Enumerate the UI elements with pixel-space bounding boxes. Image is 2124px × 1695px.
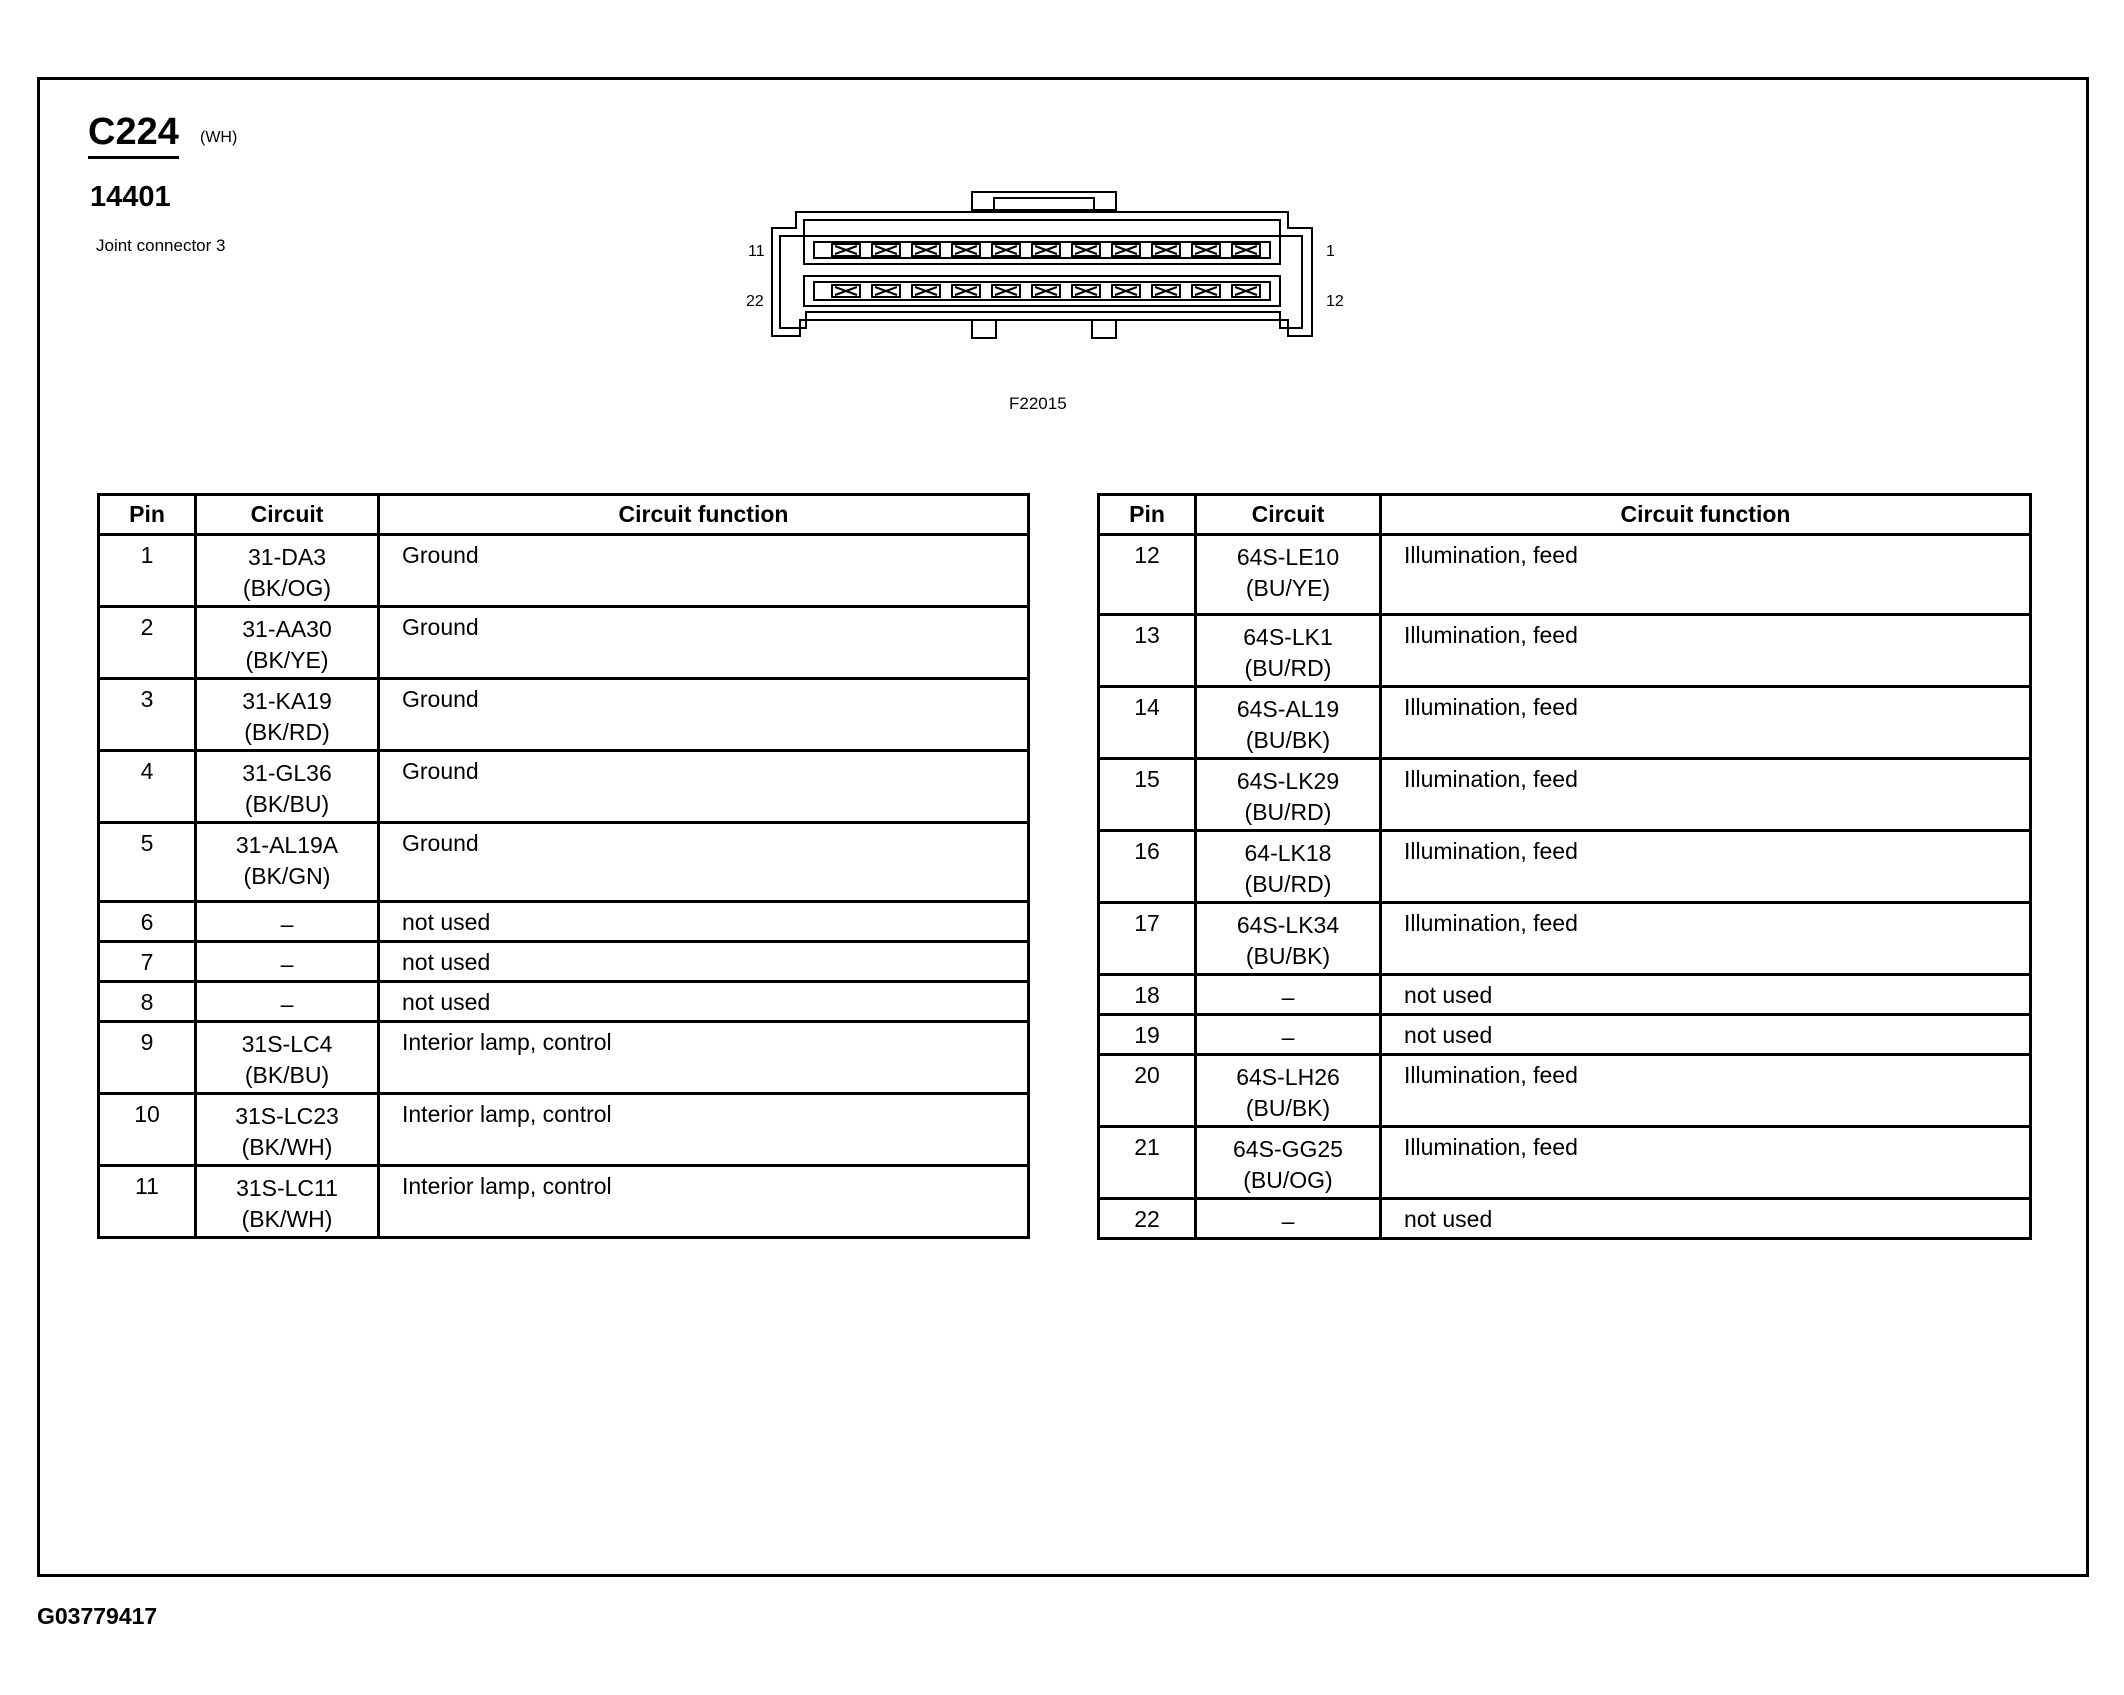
wire-color: (BK/WH)	[241, 1206, 333, 1232]
circuit-function: Illumination, feed	[1381, 903, 2031, 975]
circuit-function: not used	[379, 942, 1029, 982]
pin-number: 4	[99, 751, 196, 823]
circuit-id: 64S-LK34	[1236, 912, 1340, 938]
circuit-function: not used	[379, 982, 1029, 1022]
pin-number: 22	[1099, 1199, 1196, 1239]
circuit-cell	[1196, 535, 1381, 615]
table-row	[99, 607, 1029, 679]
circuit-id: 31-DA3	[248, 544, 326, 570]
wire-color: (BK/RD)	[244, 719, 330, 745]
circuit-function: Ground	[379, 751, 1029, 823]
pin-number: 15	[1099, 759, 1196, 831]
column-header-pin: Pin	[1099, 495, 1196, 535]
circuit-id: 31-KA19	[242, 688, 332, 714]
circuit-id: 64S-GG25	[1233, 1136, 1343, 1162]
circuit-id: 64S-AL19	[1236, 696, 1340, 722]
circuit-function: Ground	[379, 823, 1029, 902]
pin-number: 11	[99, 1166, 196, 1238]
table-row	[99, 751, 1029, 823]
pin-number: 9	[99, 1022, 196, 1094]
pin-number: 1	[99, 535, 196, 607]
circuit-function: Illumination, feed	[1381, 615, 2031, 687]
circuit-function: Illumination, feed	[1381, 831, 2031, 903]
circuit-cell	[1196, 759, 1381, 831]
circuit-id: –	[1281, 984, 1295, 1010]
circuit-id: –	[1281, 1024, 1295, 1050]
circuit-function: Illumination, feed	[1381, 1127, 2031, 1199]
table-row	[1099, 1199, 2031, 1239]
pin-number: 5	[99, 823, 196, 902]
pin-number: 6	[99, 902, 196, 942]
table-row	[99, 1094, 1029, 1166]
column-header-circuit: Circuit	[1196, 495, 1381, 535]
pin-number: 7	[99, 942, 196, 982]
column-header-circuit: Circuit	[196, 495, 379, 535]
circuit-cell	[196, 1094, 379, 1166]
connector-name: Joint connector 3	[96, 236, 226, 255]
circuit-cell	[1196, 1199, 1381, 1239]
wire-color: (BU/BK)	[1245, 1095, 1331, 1121]
pin-label-22: 22	[746, 293, 764, 310]
circuit-function: Ground	[379, 607, 1029, 679]
circuit-id: 31-AL19A	[235, 832, 339, 858]
circuit-cell	[1196, 1055, 1381, 1127]
table-row	[1099, 831, 2031, 903]
circuit-id: –	[280, 911, 294, 937]
wire-color: (BK/OG)	[242, 575, 332, 601]
circuit-cell	[196, 607, 379, 679]
circuit-id: 31-AA30	[242, 616, 332, 642]
circuit-cell	[196, 679, 379, 751]
circuit-cell	[196, 982, 379, 1022]
connector-face-diagram	[740, 180, 1360, 360]
pin-number: 18	[1099, 975, 1196, 1015]
circuit-cell	[1196, 1127, 1381, 1199]
circuit-cell	[1196, 831, 1381, 903]
wire-color: (BK/GN)	[243, 863, 331, 889]
wire-color: (BU/YE)	[1245, 575, 1331, 601]
circuit-id: 31-GL36	[242, 760, 332, 786]
table-row	[99, 1166, 1029, 1238]
table-row	[1099, 535, 2031, 615]
table-row	[99, 535, 1029, 607]
table-header-row	[1099, 495, 2031, 535]
wire-color: (BK/BU)	[244, 791, 330, 817]
circuit-id: 31S-LC4	[241, 1031, 333, 1057]
pin-number: 19	[1099, 1015, 1196, 1055]
circuit-cell	[196, 942, 379, 982]
wire-color: (BK/WH)	[241, 1134, 333, 1160]
circuit-function: Illumination, feed	[1381, 687, 2031, 759]
table-row	[1099, 615, 2031, 687]
connector-color-code: (WH)	[200, 129, 238, 146]
wire-color: (BU/RD)	[1244, 655, 1332, 681]
circuit-cell	[1196, 1015, 1381, 1055]
circuit-cell	[1196, 615, 1381, 687]
circuit-function: Illumination, feed	[1381, 759, 2031, 831]
wire-color: (BU/OG)	[1243, 1167, 1333, 1193]
pin-number: 12	[1099, 535, 1196, 615]
circuit-cell	[1196, 903, 1381, 975]
pin-number: 17	[1099, 903, 1196, 975]
pin-number: 8	[99, 982, 196, 1022]
column-header-function: Circuit function	[1381, 495, 2031, 535]
table-row	[99, 823, 1029, 902]
circuit-function: Illumination, feed	[1381, 1055, 2031, 1127]
circuit-cell	[196, 535, 379, 607]
circuit-function: not used	[379, 902, 1029, 942]
table-row	[1099, 1015, 2031, 1055]
circuit-id: 64S-LK29	[1236, 768, 1340, 794]
pin-label-12: 12	[1326, 293, 1344, 310]
wire-color: (BU/RD)	[1244, 871, 1332, 897]
table-header-row	[99, 495, 1029, 535]
figure-reference: F22015	[1009, 394, 1067, 413]
pin-table-left	[97, 493, 1030, 1239]
circuit-id: 64S-LE10	[1236, 544, 1340, 570]
wire-color: (BU/BK)	[1245, 943, 1331, 969]
circuit-function: Interior lamp, control	[379, 1166, 1029, 1238]
pin-number: 20	[1099, 1055, 1196, 1127]
circuit-cell	[196, 751, 379, 823]
pin-number: 16	[1099, 831, 1196, 903]
table-row	[99, 982, 1029, 1022]
circuit-function: not used	[1381, 975, 2031, 1015]
circuit-function: Ground	[379, 535, 1029, 607]
pin-number: 13	[1099, 615, 1196, 687]
circuit-id: 64S-LH26	[1236, 1064, 1340, 1090]
circuit-cell	[1196, 687, 1381, 759]
circuit-function: not used	[1381, 1015, 2031, 1055]
circuit-function: Illumination, feed	[1381, 535, 2031, 615]
wire-color: (BU/BK)	[1245, 727, 1331, 753]
table-row	[1099, 1055, 2031, 1127]
table-row	[99, 902, 1029, 942]
table-row	[1099, 759, 2031, 831]
circuit-id: 31S-LC11	[236, 1175, 338, 1201]
circuit-id: –	[280, 991, 294, 1017]
table-row	[1099, 903, 2031, 975]
figure-id: G03779417	[37, 1603, 158, 1629]
wire-color: (BK/YE)	[245, 647, 329, 673]
pin-number: 2	[99, 607, 196, 679]
pin-number: 21	[1099, 1127, 1196, 1199]
circuit-function: Interior lamp, control	[379, 1022, 1029, 1094]
table-row	[99, 942, 1029, 982]
table-row	[99, 679, 1029, 751]
circuit-function: Interior lamp, control	[379, 1094, 1029, 1166]
circuit-id: 64S-LK1	[1243, 624, 1333, 650]
pin-cavities-row-2	[832, 285, 1260, 297]
connector-id: C224	[88, 110, 179, 159]
part-number: 14401	[90, 181, 171, 213]
circuit-id: 31S-LC23	[235, 1103, 339, 1129]
pin-label-11: 11	[748, 243, 765, 260]
table-row	[1099, 1127, 2031, 1199]
circuit-cell	[196, 1022, 379, 1094]
table-row	[99, 1022, 1029, 1094]
pin-cavities-row-1	[832, 244, 1260, 256]
connector-outline	[740, 180, 1360, 360]
circuit-function: not used	[1381, 1199, 2031, 1239]
circuit-function: Ground	[379, 679, 1029, 751]
circuit-cell	[196, 823, 379, 902]
wire-color: (BK/BU)	[244, 1062, 330, 1088]
column-header-function: Circuit function	[379, 495, 1029, 535]
circuit-cell	[1196, 975, 1381, 1015]
circuit-cell	[196, 902, 379, 942]
pin-label-1: 1	[1326, 243, 1335, 260]
pin-number: 3	[99, 679, 196, 751]
table-row	[1099, 975, 2031, 1015]
circuit-id: 64-LK18	[1244, 840, 1332, 866]
pin-number: 10	[99, 1094, 196, 1166]
table-row	[1099, 687, 2031, 759]
wire-color: (BU/RD)	[1244, 799, 1332, 825]
circuit-id: –	[1281, 1208, 1295, 1234]
pin-table-right	[1097, 493, 2032, 1240]
circuit-id: –	[280, 951, 294, 977]
column-header-pin: Pin	[99, 495, 196, 535]
circuit-cell	[196, 1166, 379, 1238]
pin-number: 14	[1099, 687, 1196, 759]
